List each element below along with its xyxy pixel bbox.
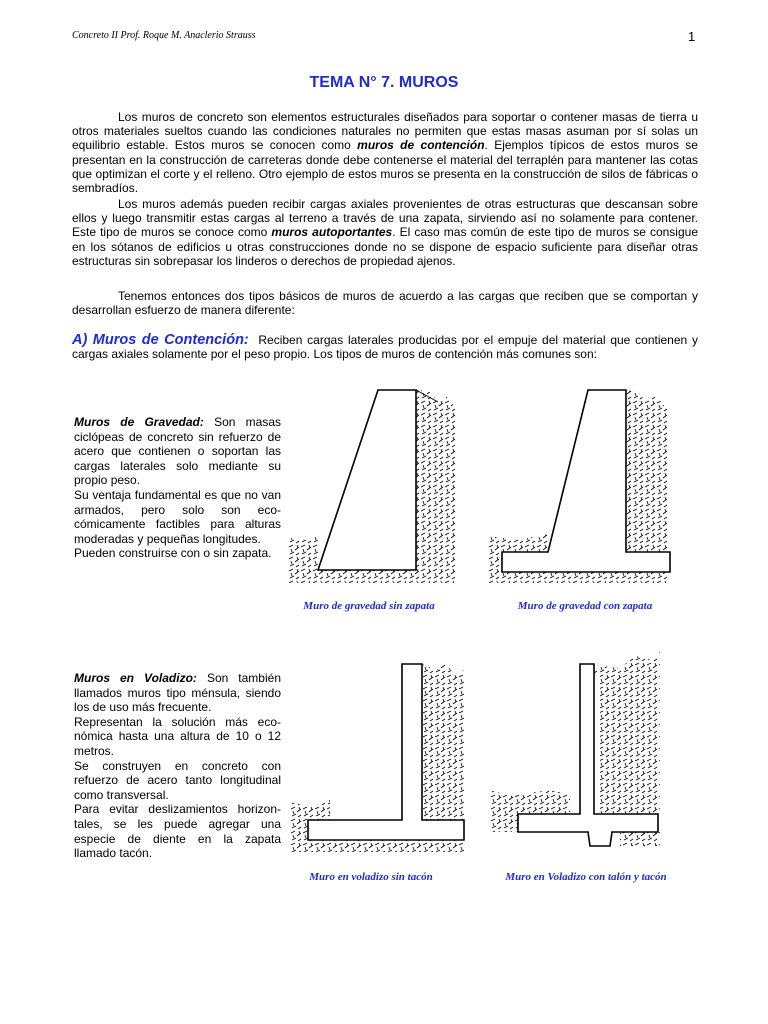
- section-a-paragraph: A) Muros de Contención: Reciben cargas laterales producidas por el empuje del material que contienen y cargas axiales solamente por el peso propio. Los tipos de muros de contención más comunes son:: [72, 332, 698, 362]
- intro-paragraph-1: Los muros de concreto son elementos estructurales diseñados para soportar o contener masas de tierra u otros materiales sueltos cuando las condiciones naturales no permiten que estas masas asuman por sí solas un equilibrio estable. Estos muros se conocen como muros de contención. Ejemplos típicos de estos muros se presentan en la construcción de carreteras donde debe contenerse el material del terraplén para mantener las cotas que optimizan el corte y el relleno. Otro ejemplo de estos muros se presenta en la construcción de silos de fábricas o sembradíos.: [72, 110, 698, 196]
- voladizo-description: Muros en Voladizo: Son también llamados muros tipo ménsula, siendo los de uso más frecuente. Representan la solución más eco-nómica hasta una altura de 10 o 12 metros. Se construyen en concreto con refuerzo de acero tanto longitudinal como transversal. Para evitar deslizamientos horizon-tales, se les puede agregar una especie de diente en la zapata llamado tacón.: [74, 671, 281, 861]
- section-a-heading: A) Muros de Contención:: [72, 332, 249, 348]
- figure-gravity-wall-no-footing: [288, 388, 458, 593]
- caption-voladizo-sin-tacon: Muro en voladizo sin tacón: [309, 871, 433, 883]
- figure-cantilever-wall-no-key: [290, 662, 466, 862]
- figure-gravity-wall-with-footing: [488, 388, 674, 593]
- caption-voladizo-con-talon-tacon: Muro en Voladizo con talón y tacón: [505, 871, 667, 883]
- running-header: Concreto II Prof. Roque M. Anaclerio Strauss: [72, 30, 256, 41]
- page-title: TEMA N° 7. MUROS: [309, 74, 459, 91]
- intro-paragraph-2: Los muros además pueden recibir cargas axiales provenientes de otras estructuras que descansan sobre ellos y luego transmitir estas cargas al terreno a través de una zapata, sirviendo así no solamente para contener. Este tipo de muros se conoce como muros autoportantes. El caso mas común de este tipo de muros se consigue en los sótanos de edificios u otras construcciones donde no se dispone de espacio suficiente para diseñar otras estructuras sin sobrepasar los linderos o derechos de propiedad ajenos.: [72, 197, 698, 268]
- caption-gravedad-con-zapata: Muro de gravedad con zapata: [517, 600, 653, 612]
- gravedad-description: Muros de Gravedad: Son masas ciclópeas de concreto sin refuerzo de acero que contienen o soportan las cargas laterales solo mediante su propio peso. Su ventaja fundamental es que no van armados, pero solo son eco-cómicamente factibles para alturas moderadas y pequeñas longitudes. Pueden construirse con o sin zapata.: [74, 415, 281, 561]
- page-number: 1: [688, 29, 696, 44]
- intro-paragraph-3: Tenemos entonces dos tipos básicos de muros de acuerdo a las cargas que reciben que se comportan y desarrollan esfuerzo de manera diferente:: [72, 289, 698, 318]
- caption-gravedad-sin-zapata: Muro de gravedad sin zapata: [303, 600, 435, 612]
- figure-cantilever-wall-with-key: [490, 650, 676, 860]
- voladizo-label: Muros en Voladizo:: [74, 671, 197, 685]
- gravedad-label: Muros de Gravedad:: [74, 415, 204, 429]
